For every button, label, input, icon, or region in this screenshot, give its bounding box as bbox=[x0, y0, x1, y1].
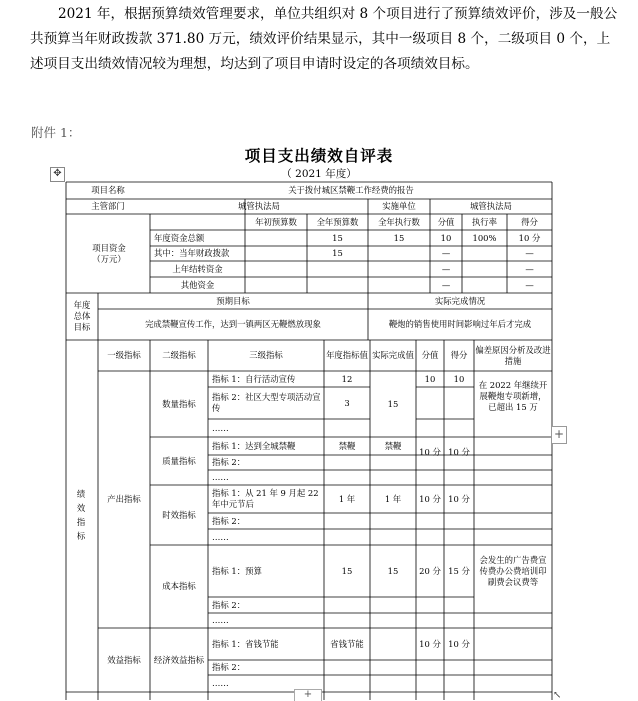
quantity-score: 10 bbox=[453, 373, 465, 384]
hdr-score-value: 分值 bbox=[421, 350, 439, 360]
hdr-annual-target: 年度指标值 bbox=[326, 350, 368, 360]
output-indicator-label: 产出指标 bbox=[107, 494, 141, 504]
hdr-score: 得分 bbox=[450, 350, 468, 360]
impl-unit-value: 城管执法局 bbox=[470, 201, 512, 211]
economic-indicator-label: 经济效益指标 bbox=[153, 654, 205, 665]
project-name-label: 项目名称 bbox=[91, 185, 125, 195]
cost-ind2: 指标 2： bbox=[212, 599, 246, 610]
col-initial-budget: 年初预算数 bbox=[255, 216, 297, 227]
annual-goal-label: 年度总体目标 bbox=[73, 300, 91, 332]
col-score-value: 分值 bbox=[437, 216, 455, 227]
expected-goal-text: 完成禁鞭宣传工作，达到一镇两区无鞭燃放现象 bbox=[145, 319, 321, 329]
timeliness-ind2: 指标 2： bbox=[212, 515, 246, 526]
benefit-indicator-label: 效益指标 bbox=[107, 654, 141, 665]
quantity-ellipsis: …… bbox=[212, 422, 229, 433]
funds-row-score-value: — bbox=[441, 279, 451, 290]
funds-row-label: 其中：当年财政拨款 bbox=[154, 248, 230, 258]
quality-ind1-target: 禁鞭 bbox=[338, 440, 356, 451]
perf-label: 绩效指标 bbox=[76, 489, 86, 541]
funds-row-score-value: — bbox=[441, 248, 451, 258]
col-execution-rate: 执行率 bbox=[471, 216, 498, 227]
project-name-value: 关于拨付城区禁鞭工作经费的报告 bbox=[288, 185, 414, 195]
quality-ind2: 指标 2： bbox=[212, 457, 246, 467]
funds-row-full-budget: 15 bbox=[332, 232, 343, 243]
economic-ind1-score: 10 分 bbox=[448, 638, 470, 649]
cost-ind1-target: 15 bbox=[341, 565, 353, 576]
cost-ellipsis: …… bbox=[212, 615, 229, 625]
intro-paragraph: 2021 年，根据预算绩效管理要求，单位共组织对 8 个项目进行了预算绩效评价，涉及一般公共预算当年财政拨款 371.80 万元，绩效评价结果显示，其中一级项目 8 个，二级项目 0 个，上述项目支出绩效情况较为理想，均达到了项目申请时设定的各项绩效目标。 bbox=[30, 6, 618, 72]
dept-label: 主管部门 bbox=[91, 201, 125, 211]
funds-row-full-budget: 15 bbox=[332, 248, 343, 258]
mouse-cursor-icon: ↖ bbox=[553, 690, 562, 701]
form-year: （ 2021 年度） bbox=[281, 168, 357, 180]
timeliness-ind1: 指标 1：从 21 年 9 月起 22 年中元节后 bbox=[212, 488, 319, 509]
quality-indicator-label: 质量指标 bbox=[162, 455, 196, 466]
quantity-ind2: 指标 2：社区大型专项活动宣传 bbox=[212, 392, 321, 413]
quality-ind1-score: 10 分 bbox=[448, 446, 470, 457]
quality-ind1-actual: 禁鞭 bbox=[384, 440, 402, 451]
add-row-icon[interactable]: + bbox=[294, 689, 322, 701]
economic-ind1: 指标 1：省钱节能 bbox=[212, 638, 279, 649]
appendix-label: 附件 1： bbox=[31, 125, 81, 140]
hdr-level1: 一级指标 bbox=[107, 350, 141, 360]
cost-ind1: 指标 1：预算 bbox=[212, 565, 262, 576]
economic-ind1-target: 省钱节能 bbox=[330, 638, 364, 649]
funds-label: 项目资金（万元） bbox=[92, 242, 126, 264]
timeliness-ind1-score: 10 分 bbox=[448, 493, 470, 504]
funds-row-score: — bbox=[525, 279, 534, 290]
quality-ind1: 指标 1：达到全城禁鞭 bbox=[212, 440, 296, 451]
hdr-level2: 二级指标 bbox=[162, 350, 196, 360]
impl-unit-label: 实施单位 bbox=[382, 201, 416, 211]
funds-row-score-value: 10 bbox=[440, 232, 452, 243]
actual-completion-label: 实际完成情况 bbox=[434, 295, 486, 306]
quantity-ind1-target: 12 bbox=[341, 373, 353, 384]
quantity-indicator-label: 数量指标 bbox=[162, 398, 196, 409]
cost-indicator-label: 成本指标 bbox=[162, 581, 196, 591]
funds-row-label: 上年结转资金 bbox=[172, 263, 223, 274]
col-full-year-execution: 全年执行数 bbox=[378, 216, 420, 227]
hdr-level3: 三级指标 bbox=[249, 350, 283, 360]
timeliness-ind1-actual: 1 年 bbox=[384, 493, 402, 504]
funds-row-score: — bbox=[525, 248, 534, 258]
funds-row-executed: 15 bbox=[393, 232, 405, 243]
quantity-score-value: 10 bbox=[424, 373, 436, 384]
economic-ind2: 指标 2： bbox=[212, 662, 246, 672]
add-column-icon[interactable]: + bbox=[551, 426, 567, 444]
cost-ind1-score-value: 20 分 bbox=[419, 565, 441, 576]
quantity-deviation: 在 2022 年继续开展鞭炮专项新增，已超出 15 万 bbox=[478, 379, 548, 412]
quantity-actual: 15 bbox=[387, 398, 399, 409]
cost-ind1-score: 15 分 bbox=[448, 565, 470, 576]
cost-ind1-actual: 15 bbox=[387, 565, 399, 576]
economic-ellipsis: …… bbox=[212, 678, 229, 688]
timeliness-ind1-target: 1 年 bbox=[338, 493, 356, 504]
economic-ind1-score-value: 10 分 bbox=[419, 638, 441, 649]
cost-deviation: 会发生的广告费宣传费办公费培训印刷费会议费等 bbox=[479, 554, 547, 587]
funds-row-score: — bbox=[525, 263, 534, 274]
funds-row-score: 10 分 bbox=[518, 232, 541, 243]
quantity-ind1: 指标 1：自行活动宣传 bbox=[212, 373, 296, 384]
timeliness-ellipsis: …… bbox=[212, 531, 229, 542]
timeliness-ind1-score-value: 10 分 bbox=[419, 493, 441, 504]
col-score: 得分 bbox=[521, 216, 538, 227]
quality-ind1-score-value: 10 分 bbox=[419, 446, 441, 457]
timeliness-indicator-label: 时效指标 bbox=[162, 509, 196, 520]
expected-goal-label: 预期目标 bbox=[216, 295, 250, 306]
funds-row-score-value: — bbox=[441, 263, 451, 274]
table-move-handle-icon[interactable]: ✥ bbox=[50, 167, 65, 182]
quantity-ind2-target: 3 bbox=[344, 397, 350, 408]
actual-completion-text: 鞭炮的销售使用时间影响过年后才完成 bbox=[388, 319, 532, 329]
dept-value: 城管执法局 bbox=[238, 201, 280, 211]
funds-row-label: 年度资金总额 bbox=[154, 232, 205, 243]
form-title: 项目支出绩效自评表 bbox=[244, 146, 394, 165]
hdr-deviation: 偏差原因分析及改进措施 bbox=[475, 344, 551, 366]
quality-ellipsis: …… bbox=[212, 472, 229, 482]
hdr-actual-value: 实际完成值 bbox=[372, 350, 414, 360]
funds-row-label: 其他资金 bbox=[180, 279, 215, 290]
col-full-year-budget: 全年预算数 bbox=[316, 216, 359, 227]
funds-row-rate: 100% bbox=[472, 232, 497, 243]
